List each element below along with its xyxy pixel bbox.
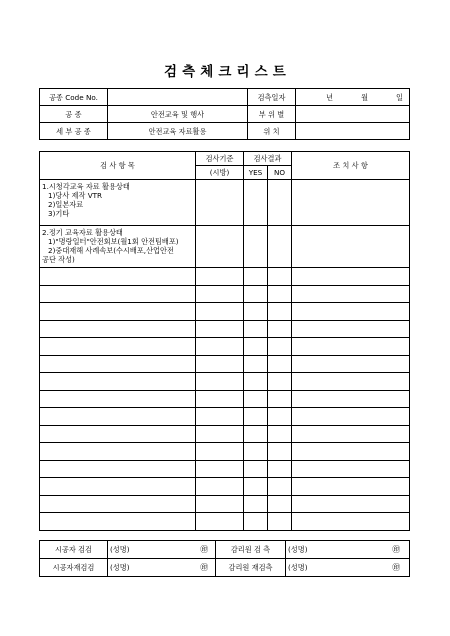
item-cell[interactable] [40,373,196,391]
info-table [39,88,410,140]
no-cell[interactable] [268,460,292,478]
yes-cell[interactable] [244,320,268,338]
item-cell[interactable] [40,303,196,321]
empty-row [40,390,410,408]
header-yes: YES [244,166,268,180]
document-title: 검 측 체 크 리 스 트 [163,64,287,80]
header-row [40,152,410,166]
supervisor-reinspect-label: 감리원 재검측 [216,559,286,577]
empty-row [40,425,410,443]
action-cell[interactable] [292,226,410,268]
item-cell[interactable] [40,425,196,443]
item-2-line-2: 2)중대재해 사례속보(수시배포,산업안전 [48,246,174,255]
action-cell[interactable] [292,443,410,461]
signature-row-1 [40,541,410,559]
action-cell[interactable] [292,180,410,226]
header-action: 조 치 사 항 [292,152,410,180]
empty-rows [40,268,410,531]
yes-cell[interactable] [244,513,268,531]
no-cell[interactable] [268,443,292,461]
empty-row [40,303,410,321]
supervisor-inspect-name[interactable]: (성명) [286,541,384,559]
item-cell[interactable] [40,320,196,338]
supervisor-reinspect-name[interactable]: (성명) [286,559,384,577]
signature-table [39,540,410,577]
criteria-cell[interactable] [196,443,244,461]
yes-cell[interactable] [244,355,268,373]
no-cell[interactable] [268,355,292,373]
item-2-cell [40,226,196,268]
item-cell[interactable] [40,460,196,478]
empty-row [40,320,410,338]
signature-row-2 [40,559,410,577]
empty-row [40,338,410,356]
item-1-line-1: 1)당사 제작 VTR [48,191,103,200]
item-cell[interactable] [40,338,196,356]
action-cell[interactable] [292,285,410,303]
no-cell[interactable] [268,285,292,303]
work-type-label: 공 종 [40,106,108,123]
criteria-cell[interactable] [196,478,244,496]
date-value[interactable] [296,89,410,106]
date-label: 검측일자 [248,89,296,106]
header-items: 검 사 항 목 [40,152,196,180]
no-cell[interactable] [268,303,292,321]
no-cell[interactable] [268,513,292,531]
empty-row [40,285,410,303]
yes-cell[interactable] [244,226,268,268]
day-label: 일 [396,92,403,102]
item-1-title: 1.시청각교육 자료 활용상태 [42,182,130,191]
yes-cell[interactable] [244,408,268,426]
action-cell[interactable] [292,303,410,321]
no-cell[interactable] [268,268,292,286]
action-cell[interactable] [292,338,410,356]
action-cell[interactable] [292,268,410,286]
header-criteria-sub: (시방) [196,166,244,180]
detail-value[interactable]: 안전교육 자료활용 [108,123,248,140]
criteria-cell[interactable] [196,373,244,391]
empty-row [40,443,410,461]
seal-icon: ㊞ [194,559,216,577]
item-cell[interactable] [40,478,196,496]
position-label: 부 위 별 [248,106,296,123]
criteria-cell[interactable] [196,338,244,356]
item-2-line-1: 1)"명랑일터"안전회보(월1회 안전팀배포) [48,237,179,246]
item-2-title: 2.정기 교육자료 활용상태 [42,228,123,237]
item-cell[interactable] [40,268,196,286]
item-cell[interactable] [40,443,196,461]
no-cell[interactable] [268,338,292,356]
action-cell[interactable] [292,460,410,478]
yes-cell[interactable] [244,460,268,478]
seal-icon: ㊞ [384,541,410,559]
item-2-line-3: 공단 작성) [42,255,75,264]
yes-cell[interactable] [244,285,268,303]
empty-row [40,408,410,426]
location-label: 위 치 [248,123,296,140]
contractor-inspect-label: 시공자 검검 [40,541,108,559]
criteria-cell[interactable] [196,320,244,338]
no-cell[interactable] [268,320,292,338]
criteria-cell[interactable] [196,513,244,531]
contractor-reinspect-label: 시공자재검검 [40,559,108,577]
seal-icon: ㊞ [194,541,216,559]
work-code-value[interactable] [108,89,248,106]
no-cell[interactable] [268,408,292,426]
year-label: 년 [326,92,334,102]
item-1-line-2: 2)일본자료 [48,200,84,209]
yes-cell[interactable] [244,478,268,496]
work-code-label: 공종 Code No. [40,89,108,106]
work-type-value[interactable]: 안전교육 및 행사 [108,106,248,123]
header-criteria: 검사기준 [196,152,244,166]
yes-cell[interactable] [244,303,268,321]
action-cell[interactable] [292,390,410,408]
contractor-inspect-name[interactable]: (성명) [108,541,194,559]
criteria-cell[interactable] [196,285,244,303]
yes-cell[interactable] [244,180,268,226]
contractor-reinspect-name[interactable]: (성명) [108,559,194,577]
no-cell[interactable] [268,226,292,268]
criteria-cell[interactable] [196,425,244,443]
location-value[interactable] [296,123,410,140]
info-row-code [40,89,410,106]
header-no: NO [268,166,292,180]
empty-row [40,373,410,391]
criteria-cell[interactable] [196,408,244,426]
info-row-detail [40,123,410,140]
criteria-cell[interactable] [196,180,244,226]
yes-cell[interactable] [244,390,268,408]
action-cell[interactable] [292,478,410,496]
empty-row [40,478,410,496]
action-cell[interactable] [292,355,410,373]
empty-row [40,460,410,478]
criteria-cell[interactable] [196,460,244,478]
yes-cell[interactable] [244,338,268,356]
item-1-cell [40,180,196,226]
criteria-cell[interactable] [196,303,244,321]
position-value[interactable] [296,106,410,123]
detail-label: 세 부 공 종 [40,123,108,140]
no-cell[interactable] [268,180,292,226]
item-1-line-3: 3)기타 [48,209,70,218]
yes-cell[interactable] [244,495,268,513]
empty-row [40,268,410,286]
inspection-table [39,151,410,531]
yes-cell[interactable] [244,425,268,443]
criteria-cell[interactable] [196,268,244,286]
item-cell[interactable] [40,495,196,513]
header-result: 검사결과 [244,152,292,166]
action-cell[interactable] [292,408,410,426]
criteria-cell[interactable] [196,355,244,373]
no-cell[interactable] [268,390,292,408]
yes-cell[interactable] [244,443,268,461]
month-label: 월 [361,92,369,102]
item-row-1 [40,180,410,226]
yes-cell[interactable] [244,373,268,391]
yes-cell[interactable] [244,268,268,286]
item-cell[interactable] [40,285,196,303]
supervisor-inspect-label: 감리원 검 측 [216,541,286,559]
item-row-2 [40,226,410,268]
action-cell[interactable] [292,495,410,513]
empty-row [40,355,410,373]
criteria-cell[interactable] [196,495,244,513]
item-cell[interactable] [40,355,196,373]
no-cell[interactable] [268,495,292,513]
item-cell[interactable] [40,513,196,531]
action-cell[interactable] [292,320,410,338]
criteria-cell[interactable] [196,226,244,268]
seal-icon: ㊞ [384,559,410,577]
item-cell[interactable] [40,408,196,426]
no-cell[interactable] [268,478,292,496]
action-cell[interactable] [292,373,410,391]
action-cell[interactable] [292,513,410,531]
no-cell[interactable] [268,373,292,391]
item-cell[interactable] [40,390,196,408]
criteria-cell[interactable] [196,390,244,408]
action-cell[interactable] [292,425,410,443]
empty-row [40,513,410,531]
info-row-work-type [40,106,410,123]
empty-row [40,495,410,513]
no-cell[interactable] [268,425,292,443]
